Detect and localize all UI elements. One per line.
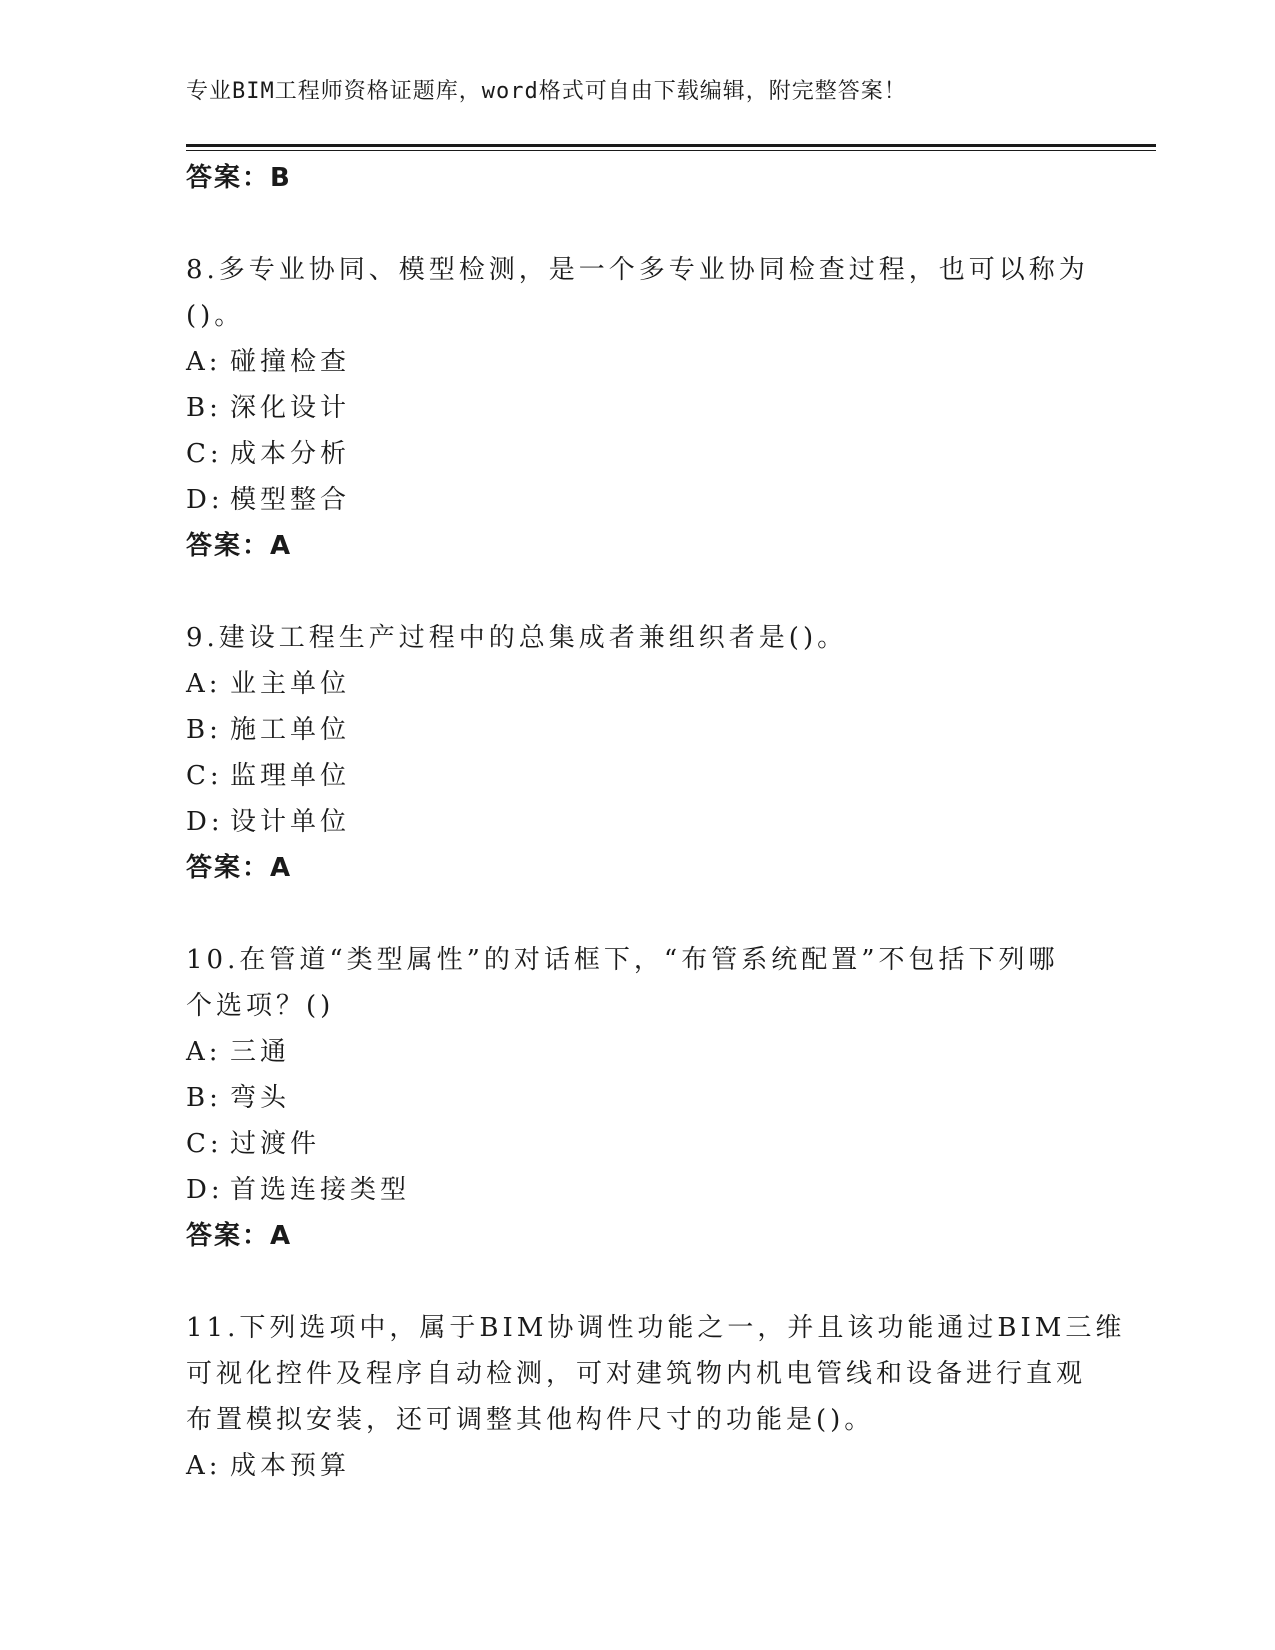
question-spacer bbox=[186, 569, 1086, 615]
question-text-line: 8.多专业协同、模型检测，是一个多专业协同检查过程，也可以称为 bbox=[186, 255, 1089, 285]
option-label: A: bbox=[186, 347, 222, 377]
option-label: D: bbox=[186, 1175, 224, 1205]
option-text: 首选连接类型 bbox=[230, 1175, 411, 1205]
option-label: B: bbox=[186, 393, 222, 423]
option-text: 过渡件 bbox=[230, 1129, 321, 1159]
previous-answer: 答案：B bbox=[186, 163, 292, 193]
question-spacer bbox=[186, 201, 1086, 247]
option-label: A: bbox=[186, 1037, 222, 1067]
option-line bbox=[186, 431, 1086, 477]
header-rule-thin bbox=[186, 150, 1156, 151]
option-label: B: bbox=[186, 715, 222, 745]
option-text: 设计单位 bbox=[230, 807, 351, 837]
option-text: 模型整合 bbox=[230, 485, 351, 515]
option-text: 业主单位 bbox=[230, 669, 351, 699]
option-label: D: bbox=[186, 807, 224, 837]
answer-line: 答案：A bbox=[186, 531, 293, 561]
question-block bbox=[186, 615, 1086, 891]
question-block bbox=[186, 937, 1086, 1259]
option-text: 施工单位 bbox=[230, 715, 351, 745]
question-text-line: ()。 bbox=[186, 301, 245, 331]
option-line bbox=[186, 1167, 1086, 1213]
header-rule-thick bbox=[186, 144, 1156, 147]
option-line bbox=[186, 339, 1086, 385]
option-line bbox=[186, 1443, 1086, 1489]
option-label: C: bbox=[186, 1129, 223, 1159]
page-header: 专业BIM工程师资格证题库，word格式可自由下载编辑，附完整答案！ bbox=[186, 79, 907, 104]
option-label: B: bbox=[186, 1083, 222, 1113]
option-line bbox=[186, 753, 1086, 799]
question-spacer bbox=[186, 891, 1086, 937]
option-line bbox=[186, 1029, 1086, 1075]
option-label: C: bbox=[186, 761, 223, 791]
option-text: 三通 bbox=[230, 1037, 291, 1067]
question-text-line: 9.建设工程生产过程中的总集成者兼组织者是()。 bbox=[186, 623, 848, 653]
option-text: 碰撞检查 bbox=[230, 347, 351, 377]
option-line bbox=[186, 707, 1086, 753]
answer-line: 答案：A bbox=[186, 853, 293, 883]
option-text: 深化设计 bbox=[230, 393, 351, 423]
option-text: 成本预算 bbox=[230, 1451, 351, 1481]
question-text-line: 11.下列选项中，属于BIM协调性功能之一，并且该功能通过BIM三维 bbox=[186, 1313, 1126, 1343]
option-line bbox=[186, 1121, 1086, 1167]
question-list bbox=[186, 155, 1126, 1489]
question-text-line: 个选项？() bbox=[186, 991, 335, 1021]
question-text-line: 可视化控件及程序自动检测，可对建筑物内机电管线和设备进行直观 bbox=[186, 1359, 1087, 1389]
option-line bbox=[186, 799, 1086, 845]
answer-line: 答案：A bbox=[186, 1221, 293, 1251]
question-block bbox=[186, 247, 1089, 569]
question-text-line: 布置模拟安装，还可调整其他构件尺寸的功能是()。 bbox=[186, 1405, 875, 1435]
option-line bbox=[186, 1075, 1086, 1121]
question-block bbox=[186, 1305, 1126, 1489]
option-text: 弯头 bbox=[230, 1083, 291, 1113]
option-text: 监理单位 bbox=[230, 761, 351, 791]
option-label: C: bbox=[186, 439, 223, 469]
option-label: D: bbox=[186, 485, 224, 515]
option-label: A: bbox=[186, 1451, 222, 1481]
option-line bbox=[186, 661, 1086, 707]
question-text-line: 10.在管道“类型属性”的对话框下，“布管系统配置”不包括下列哪 bbox=[186, 945, 1059, 975]
option-label: A: bbox=[186, 669, 222, 699]
option-text: 成本分析 bbox=[230, 439, 351, 469]
question-spacer bbox=[186, 1259, 1086, 1305]
option-line bbox=[186, 477, 1086, 523]
option-line bbox=[186, 385, 1086, 431]
